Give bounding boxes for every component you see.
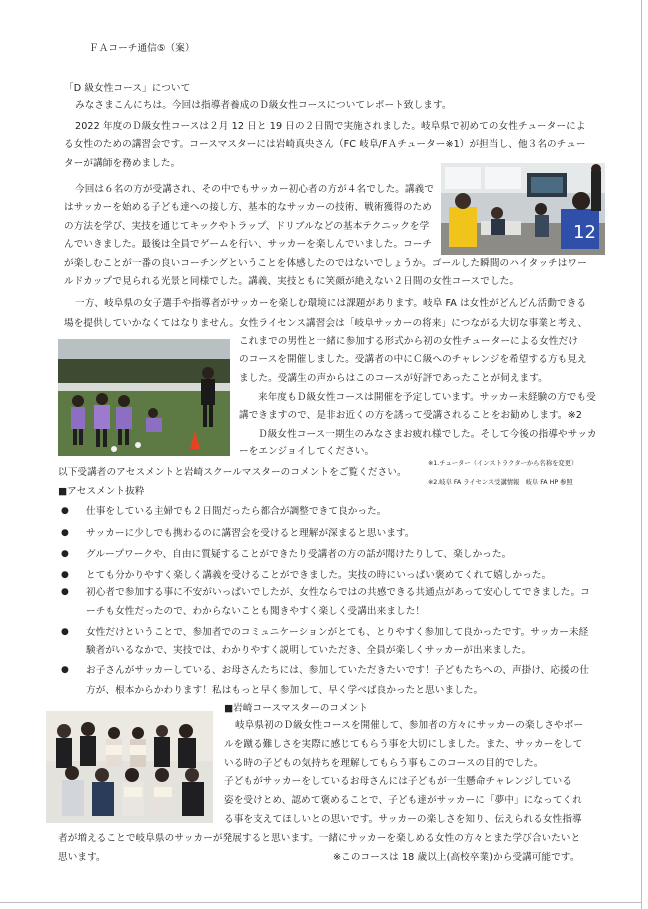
comment-heading: ■岩崎コースマスターのコメント [224,703,369,714]
body-line: ーをエンジョイしてください。 [239,446,375,457]
body-line: 一方、岐阜県の女子選手や指導者がサッカーを楽しむ環境には課題があります。岐阜 FA は女性がどんどん活動できる [75,298,587,309]
intro-line: る女性のための講習会です。コースマスターには岩崎真央さん（FC 岐阜/FＡチューター※1）が担当し、他３名のチュー [64,139,586,150]
footnote-1: ※1.チューター（インストラクターから名称を変更） [428,460,578,467]
group-photo [46,711,213,823]
comment-line: る事を支えてほしいとの思いです。サッカーの楽しさを知り、伝えられる女性指導 [224,814,582,825]
body-line: Ｄ級女性コース一期生のみなさまお疲れ様でした。そして今後の指導やサッカ [258,429,597,440]
bullet-marker: ● [61,570,69,580]
body-line: ました。受講生の声からはこのコースが好評であったことが伺えます。 [239,373,548,384]
page-border-right [641,0,642,909]
bullet-text: サッカーに少しでも携わるのに講習会を受けると理解が深まると思います。 [86,528,415,539]
body-line: ルドカップで見られる光景と同様でした。講義、実技ともに笑顔が絶えない２日間の女性コースでした。 [64,276,520,287]
comment-line: ルを蹴る難しさを実際に感じてもらう事を大切にしました。また、サッカーをして [224,739,583,750]
assessment-heading: ■アセスメント抜粋 [58,486,145,497]
body-line: んでいきました。最後は全員でゲームを行い、サッカーを楽しんでいました。コーチ [64,239,433,250]
bullet-text: 初心者で参加する事に不安がいっぱいでしたが、女性ならではの共感できる共通点があって安心してできました。コ [86,587,590,598]
body-line: 場を提供していかなくてはなりません。女性ライセンス講習会は「岐阜サッカーの将来」につながる大切な事業と考え、 [64,318,588,329]
body-line: 来年度もＤ級女性コースは開催を予定しています。サッカー未経験の方でも受 [258,392,596,403]
bullet-marker: ● [61,506,69,516]
page-border-bottom [0,902,642,903]
body-line: これまでの男性と一緒に参加する形式から初の女性チューターによる女性だけ [239,336,578,347]
bullet-text: 仕事をしている主婦でも２日間だったら都合が調整できて良かった。 [86,506,387,517]
svg-text:12: 12 [573,222,596,243]
comment-line: 岐阜県初のＤ級女性コースを開催して、参加者の方々にサッカーの楽しさやボー [235,720,584,731]
bullet-text: ーチも女性だったので、わからないことも聞きやすく楽しく受講出来ました！ [86,606,426,617]
body-line: の方法を学び、実技を通じてキックやトラップ、ドリブルなどの基本テクニックを学 [64,221,430,232]
section-heading: 「D 級女性コース」について [64,83,191,94]
classroom-photo [441,163,605,255]
bullet-text: グループワークや、自由に質疑することができたり受講者の方の話が聞けたりして、楽しかった。 [86,549,512,560]
bullet-marker: ● [61,587,69,597]
body-line: が楽しむことが一番の良いコーチングということを体感したのではないでしょうか。ゴールした瞬間のハイタッチはワー [64,258,587,269]
bullet-text: お子さんがサッカーしている、お母さんたちには、参加していただきたいです！子どもたちへの、声掛け、応援の仕 [86,665,590,676]
footnote-2: ※2.岐阜 FA ライセンス受講情報 岐阜 FA HP 参照 [428,479,573,486]
bullet-marker: ● [61,627,69,637]
body-line: のコースを開催しました。受講者の中にＣ級へのチャレンジを希望する方も見え [239,354,587,365]
bullet-text: とても分かりやすく楽しく講義を受けることができました。実技の時にいっぱい褒めてくれて嬉しかった。 [86,570,552,581]
newsletter-title: ＦＡコーチ通信⑤（案） [89,43,195,54]
assessment-intro: 以下受講者のアセスメントと岩崎スクールマスターのコメントをご覧ください。 [58,467,407,478]
body-line: はサッカーを始める子ども達への接し方、基本的なサッカーの技術、戦術獲得のため [64,202,432,213]
comment-line: 子どもがサッカーをしているお母さんには子どもが一生懸命チャレンジしている [224,776,573,787]
bullet-marker: ● [61,549,69,559]
intro-line: 2022 年度のＤ級女性コースは２月 12 日と 19 日の２日間で実施されました。岐阜県で初めての女性チューターによ [75,121,586,132]
intro-line: みなさまこんにちは。今回は指導者養成のＤ級女性コースについてレポート致します。 [75,100,452,111]
bullet-text: 女性だけということで、参加者でのコミュニケーションがとても、とりやすく参加して良かったです。サッカー未経 [86,627,589,638]
field-training-photo [58,339,230,456]
course-age-note: ※このコースは 18 歳以上(高校卒業)から受講可能です。 [333,852,580,863]
bullet-text: 方が、根本からかわります！私はもっと早く参加して、早く学べば良かったと思いました。 [86,685,484,696]
comment-line: 思います。 [58,852,106,863]
bullet-marker: ● [61,528,69,538]
body-line: 今回は６名の方が受講され、その中でもサッカー初心者の方が４名でした。講義で [75,184,435,195]
body-line: 講できますので、是非お近くの方を誘って受講されることをお勧めします。※2 [239,410,582,421]
bullet-text: 験者がいるなかで、実技では、わかりやすく説明していただき、全員が楽しくサッカーが出来ました。 [86,645,532,656]
intro-line: ターが講師を務めました。 [64,158,181,169]
comment-line: 姿を受けとめ、認めて褒めることで、子ども達がサッカーに「夢中」になってくれ [224,795,582,806]
comment-line: いる時の子どもの気持ちを理解してもらう事もこのコースの目的でした。 [224,758,544,769]
comment-line: 者が増えることで岐阜県のサッカーが発展すると思います。一緒にサッカーを楽しめる女性の方々とまた学び合いたいと [58,833,581,844]
bullet-marker: ● [61,665,69,675]
